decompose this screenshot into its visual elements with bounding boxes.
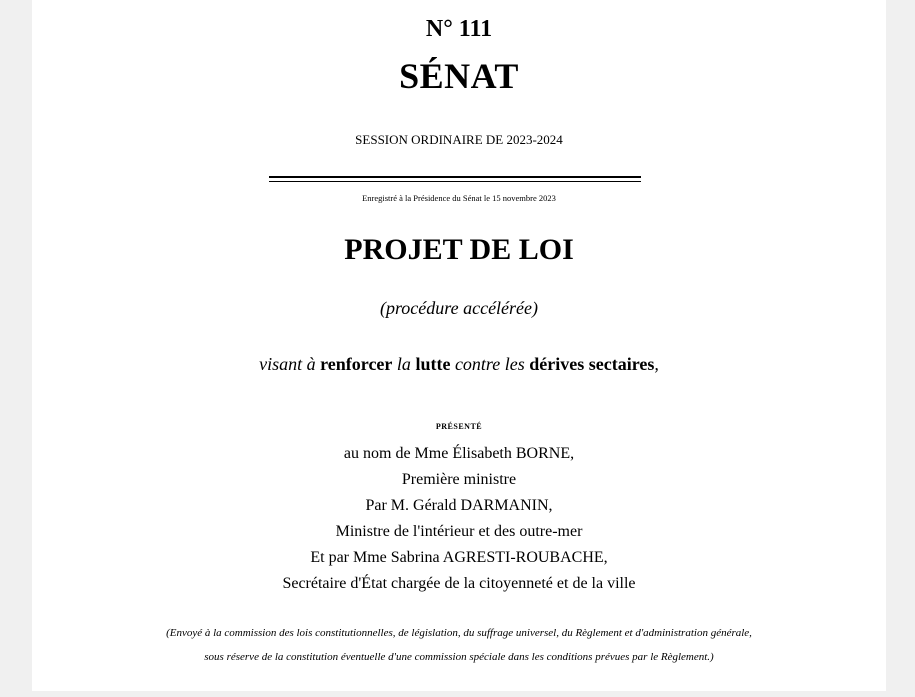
object-part: dérives sectaires [529,354,655,374]
divider-rule-bottom [269,181,641,182]
divider-rule-top [269,176,641,178]
referral-note-line-1: (Envoyé à la commission des lois constitutionnelles, de législation, du suffrage universel, du Règlement et d'administration générale, [166,627,752,639]
presenter-line: Secrétaire d'État chargée de la citoyenneté et de la ville [282,575,636,592]
object-part: lutte [415,354,451,374]
object-part: renforcer [320,354,393,374]
bill-type-title: PROJET DE LOI [344,233,574,266]
registration-date: Enregistré à la Présidence du Sénat le 15 novembre 2023 [362,193,556,203]
object-part: visant à [259,354,316,374]
procedure-label: (procédure accélérée) [379,298,539,318]
presenter-line: Première ministre [401,471,517,488]
presenter-line: Et par Mme Sabrina AGRESTI-ROUBACHE, [310,549,608,566]
presenter-line: Par M. Gérald DARMANIN, [365,497,553,514]
object-part: la [396,354,411,374]
document-number: N° 111 [425,16,493,42]
referral-note-line-2: sous réserve de la constitution éventuelle d'une commission spéciale dans les conditions prévues par le Règlement.) [204,651,714,663]
object-part: , [654,354,659,374]
bill-object [32,354,886,375]
document-page [32,0,886,691]
session-label: SESSION ORDINAIRE DE 2023-2024 [355,132,563,147]
presenter-line: Ministre de l'intérieur et des outre-mer [335,523,583,540]
presented-label: présenté [435,420,483,432]
object-part: contre les [454,354,525,374]
presenter-line: au nom de Mme Élisabeth BORNE, [343,445,575,462]
institution-title: SÉNAT [399,56,519,96]
